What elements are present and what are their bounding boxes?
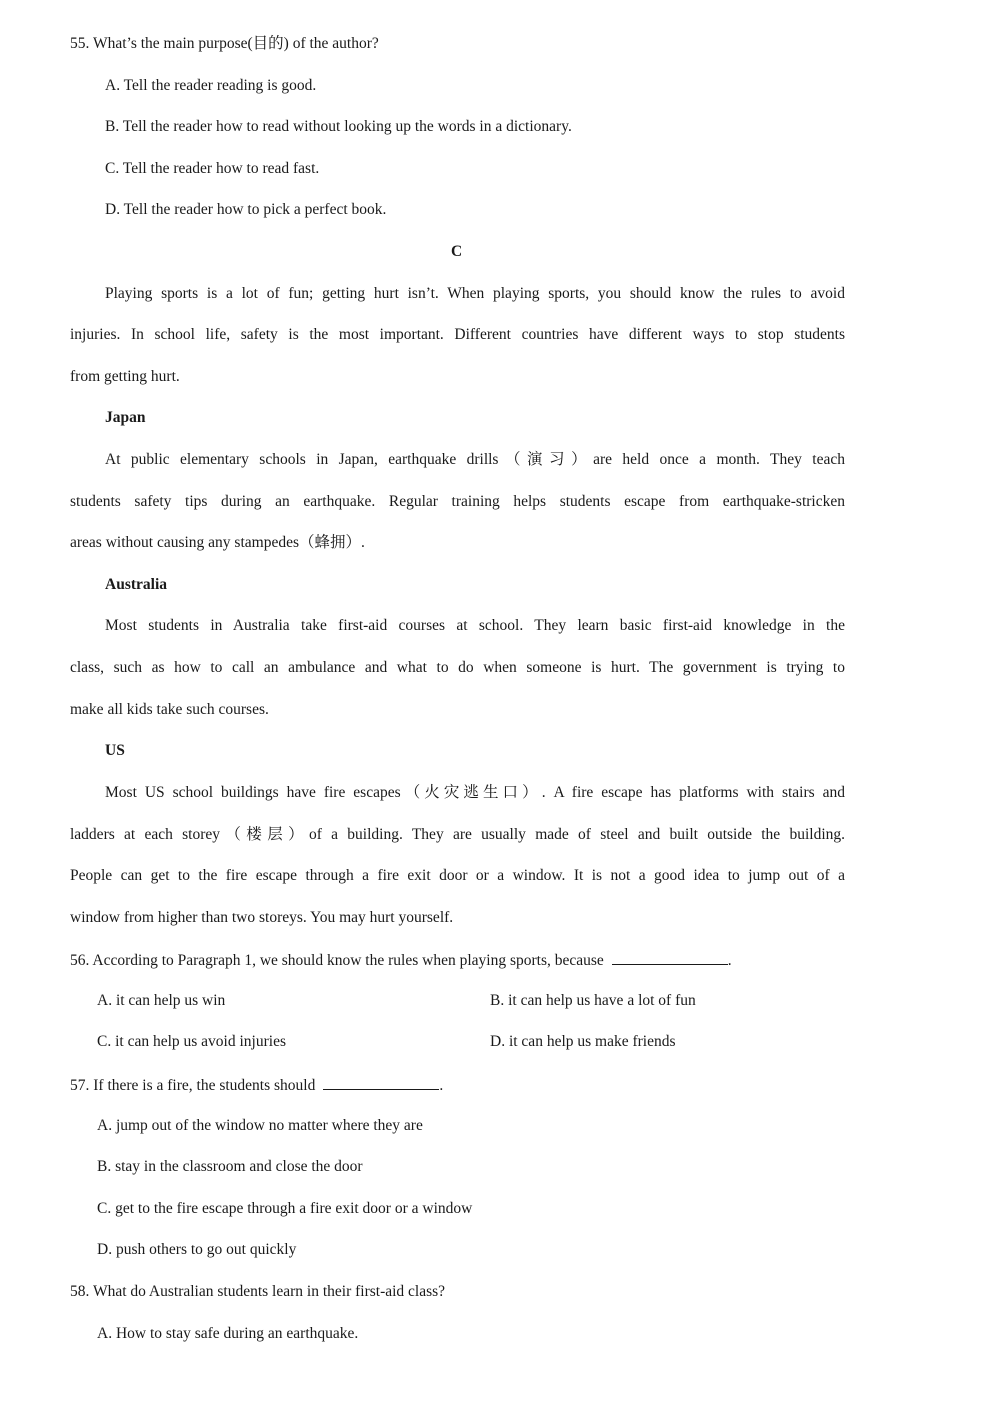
question-56-period: . <box>727 952 732 969</box>
us-line: People can get to the fire escape through a fire exit door or a window. It is not a good idea to jump out of a <box>70 867 845 884</box>
question-56-option-b: B. it can help us have a lot of fun <box>490 992 696 1009</box>
question-57-option-a: A. jump out of the window no matter where they are <box>97 1117 423 1134</box>
question-55-option-c: C. Tell the reader how to read fast. <box>105 160 320 177</box>
section-heading-japan: Japan <box>105 409 146 426</box>
japan-line: areas without causing any stampedes（蜂拥）. <box>70 534 365 551</box>
question-57-text: 57. If there is a fire, the students should <box>70 1077 316 1094</box>
us-line: ladders at each storey（楼层）of a building. They are usually made of steel and built outside the building. <box>70 826 845 843</box>
us-line: Most US school buildings have fire escapes（火灾逃生口）. A fire escape has platforms with stairs and <box>105 784 845 801</box>
question-56-option-d: D. it can help us make friends <box>490 1033 676 1050</box>
intro-line: injuries. In school life, safety is the most important. Different countries have different ways to stop students <box>70 326 845 343</box>
question-56-option-a: A. it can help us win <box>97 992 226 1009</box>
question-55-stem: 55. What’s the main purpose(目的) of the author? <box>70 35 379 52</box>
us-line: window from higher than two storeys. You may hurt yourself. <box>70 909 454 926</box>
australia-line: Most students in Australia take first-aid courses at school. They learn basic first-aid knowledge in the <box>105 617 845 634</box>
question-56-text: 56. According to Paragraph 1, we should know the rules when playing sports, because <box>70 952 604 969</box>
section-heading-australia: Australia <box>105 576 167 593</box>
question-57-option-d: D. push others to go out quickly <box>97 1241 297 1258</box>
australia-line: make all kids take such courses. <box>70 701 269 718</box>
answer-blank <box>612 949 728 965</box>
intro-line: Playing sports is a lot of fun; getting hurt isn’t. When playing sports, you should know the rules to avoid <box>105 285 845 302</box>
question-57-period: . <box>439 1077 444 1094</box>
question-56-option-c: C. it can help us avoid injuries <box>97 1033 286 1050</box>
question-57-option-c: C. get to the fire escape through a fire exit door or a window <box>97 1200 473 1217</box>
question-55-option-a: A. Tell the reader reading is good. <box>105 77 317 94</box>
section-heading-us: US <box>105 742 125 759</box>
intro-line: from getting hurt. <box>70 368 180 385</box>
passage-heading: C <box>451 243 463 260</box>
question-56-stem <box>70 949 732 971</box>
japan-line: students safety tips during an earthquake. Regular training helps students escape from earthquake-stricken <box>70 493 845 510</box>
japan-line: At public elementary schools in Japan, earthquake drills（演习）are held once a month. They teach <box>105 451 845 468</box>
question-55-option-b: B. Tell the reader how to read without looking up the words in a dictionary. <box>105 118 572 135</box>
answer-blank <box>323 1074 439 1090</box>
question-55-option-d: D. Tell the reader how to pick a perfect book. <box>105 201 387 218</box>
question-58-stem: 58. What do Australian students learn in their first-aid class? <box>70 1283 446 1300</box>
question-58-option-a: A. How to stay safe during an earthquake. <box>97 1325 359 1342</box>
question-57-option-b: B. stay in the classroom and close the door <box>97 1158 363 1175</box>
australia-line: class, such as how to call an ambulance and what to do when someone is hurt. The government is trying to <box>70 659 845 676</box>
question-57-stem <box>70 1074 443 1096</box>
